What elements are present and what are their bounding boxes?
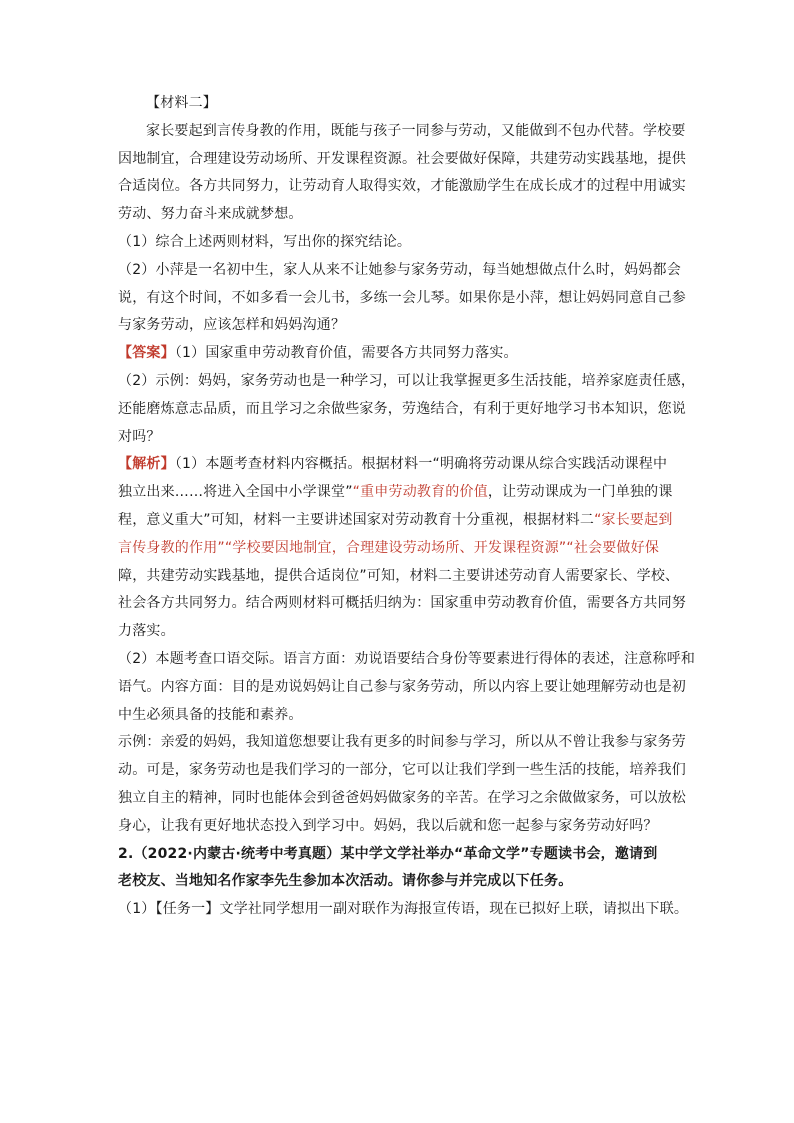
answer-1-text: （1）国家重申劳动教育价值，需要各方共同努力落实。 (174, 345, 518, 362)
analysis-2-line: 语气。内容方面：目的是劝说妈妈让自己参与家务劳动，所以内容上要让她理解劳动也是初 (118, 678, 686, 695)
analysis-line (118, 451, 681, 479)
question-2-line: （2）小萍是一名初中生，家人从来不让她参与家务劳动，每当她想做点什么时，妈妈都会 (118, 261, 681, 278)
analysis-text: （1）本题考查材料内容概括。根据材料一“明确将劳动课从综合实践活动课程中 (174, 456, 668, 473)
analysis-2-line: （2）本题考查口语交际。语言方面：劝说语要结合身份等要素进行得体的表述，注意称呼和 (118, 650, 696, 667)
next-question-line: 老校友、当地知名作家李先生参加本次活动。请你参与并完成以下任务。 (118, 873, 573, 890)
analysis-line (118, 535, 681, 563)
analysis-line: 社会各方共同努力。结合两则材料可概括归纳为：国家重申劳动教育价值，需要各方共同努 (118, 595, 686, 612)
example-line: 示例：亲爱的妈妈，我知道您想要让我有更多的时间参与学习，所以从不曾让我参与家务劳 (118, 734, 686, 751)
question-2-line: 说，有这个时间，不如多看一会儿书，多练一会儿琴。如果你是小萍，想让妈妈同意自己参 (118, 289, 686, 306)
question-2-line: 与家务劳动，应该怎样和妈妈沟通？ (118, 317, 346, 334)
answer-2-line: 对吗？ (118, 428, 161, 445)
example-line: 身心，让我有更好地状态投入到学习中。妈妈，我以后就和您一起参与家务劳动好吗？ (118, 817, 658, 834)
analysis-tag: 【解析】 (118, 456, 175, 473)
material-text-line: 家长要起到言传身教的作用，既能与孩子一同参与劳动，又能做到不包办代替。学校要 (146, 122, 686, 139)
analysis-2-line: 中生必须具备的技能和素养。 (118, 706, 303, 723)
analysis-line: 力落实。 (118, 623, 175, 640)
analysis-text: 独立出来……将进入全国中小学课堂” (118, 484, 353, 501)
task-1-line: （1）【任务一】文学社同学想用一副对联作为海报宣传语，现在已拟好上联，请拟出下联。 (118, 901, 689, 918)
analysis-quote: “家长要起到 (594, 511, 673, 528)
analysis-quote: “重申劳动教育的价值 (352, 484, 488, 501)
example-line: 动。可是，家务劳动也是我们学习的一部分，它可以让我们学到一些生活的技能，培养我们 (118, 762, 686, 779)
analysis-quote: “社会要做好保 (566, 539, 660, 556)
answer-line-1 (118, 340, 681, 368)
answer-2-line: 还能磨炼意志品质，而且学习之余做些家务，劳逸结合，有利于更好地学习书本知识，您说 (118, 400, 686, 417)
analysis-text: 程，意义重大”可知，材料一主要讲述国家对劳动教育十分重视，根据材料二 (118, 511, 595, 528)
analysis-quote: “学校要因地制宜 (224, 539, 332, 556)
next-question-line: 2.（2022·内蒙古·统考中考真题）某中学文学社举办“革命文学”专题读书会，邀请到 (118, 845, 658, 862)
analysis-quote: ，合理建设劳动场所、开发课程资源” (331, 539, 567, 556)
analysis-quote: 言传身教的作用” (118, 539, 225, 556)
analysis-line (118, 507, 681, 535)
material-text-line: 因地制宜，合理建设劳动场所、开发课程资源。社会要做好保障，共建劳动实践基地，提供 (118, 150, 686, 167)
document-page (118, 90, 696, 924)
analysis-line (118, 479, 681, 507)
answer-2-line: （2）示例：妈妈，家务劳动也是一种学习，可以让我掌握更多生活技能，培养家庭责任感， (118, 372, 696, 389)
material-heading: 【材料二】 (146, 95, 217, 111)
question-1: （1）综合上述两则材料，写出你的探究结论。 (118, 233, 412, 250)
material-text-line: 劳动、努力奋斗来成就梦想。 (118, 206, 303, 223)
analysis-text: ，让劳动课成为一门单独的课 (487, 484, 673, 501)
example-line: 独立自主的精神，同时也能体会到爸爸妈妈做家务的辛苦。在学习之余做做家务，可以放松 (118, 789, 686, 806)
material-text-line: 合适岗位。各方共同努力，让劳动育人取得实效，才能激励学生在成长成才的过程中用诚实 (118, 178, 686, 195)
answer-tag: 【答案】 (118, 345, 175, 362)
analysis-line: 障，共建劳动实践基地，提供合适岗位”可知，材料二主要讲述劳动育人需要家长、学校、 (118, 567, 680, 584)
